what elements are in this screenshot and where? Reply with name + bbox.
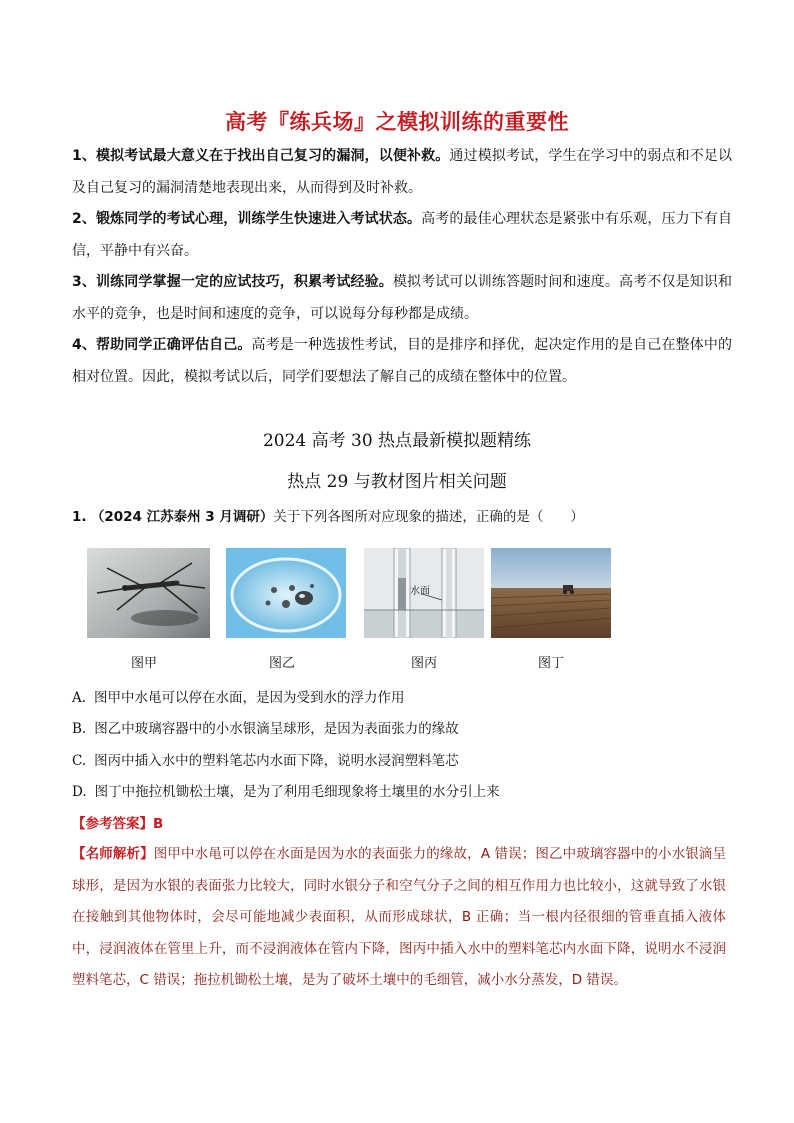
figure-mercury-dish (226, 548, 346, 638)
page-title: 高考『练兵场』之模拟训练的重要性 (225, 110, 569, 134)
option-letter: B. (72, 721, 87, 737)
question-stem (72, 505, 584, 525)
intro-item-bold: 4、帮助同学正确评估自己。 (72, 337, 252, 353)
figure-capillary-tube (364, 548, 484, 638)
intro-item-text: 通过模拟考试，学生在学习中的弱点和不足以及自己复习的漏洞清楚地表现出来，从而得到及时补救。 (72, 148, 733, 196)
option-letter: C. (72, 753, 87, 769)
figure-caption: 图丙 (410, 656, 437, 671)
question-number: 1. (72, 509, 87, 525)
intro-item-text: 高考是一种选拔性考试，目的是排序和择优，起决定作用的是自己在整体中的相对位置。因此，模拟考试以后，同学们要想法了解自己的成绩在整体中的位置。 (72, 337, 732, 385)
figure-caption: 图甲 (130, 656, 157, 671)
intro-item-2 (72, 204, 732, 267)
intro-item-bold: 1、模拟考试最大意义在于找出自己复习的漏洞，以便补救。 (72, 148, 450, 164)
intro-item-text: 模拟考试可以训练答题时间和速度。高考不仅是知识和水平的竞争，也是时间和速度的竞争，可以说每分每秒都是成绩。 (72, 274, 732, 322)
intro-item-bold: 3、训练同学掌握一定的应试技巧，积累考试经验。 (72, 274, 393, 290)
option-text: 图乙中玻璃容器中的小水银滴呈球形，是因为表面张力的缘故 (94, 721, 459, 737)
option-letter: D. (72, 784, 87, 800)
option-letter: A. (72, 690, 87, 706)
question-text: 关于下列各图所对应现象的描述，正确的是（ ） (273, 509, 584, 525)
option-d (72, 780, 500, 800)
intro-item-4 (72, 330, 732, 393)
intro-item-bold: 2、锻炼同学的考试心理，训练学生快速进入考试状态。 (72, 211, 422, 227)
analysis-text: 图甲中水黾可以停在水面是因为水的表面张力的缘故，A 错误；图乙中玻璃容器中的小水银滴呈球形，是因为水银的表面张力比较大，同时水银分子和空气分子之间的相互作用力也比较小，这就导致了水银在接触到其他物体时，会尽可能地减少表面积，从而形成球状，B 正确；当一根内径很细的管垂直插入液体中，浸润液体在管里上升，而不浸润液体在管内下降，图丙中插入水中的塑料笔芯内水面下降，说明水不浸润塑料笔芯，C 错误；拖拉机锄松土壤，是为了破坏土壤中的毛细管，减小水分蒸发，D 错误。 (72, 846, 726, 988)
reference-answer: 【参考答案】B (72, 816, 164, 832)
topic-heading: 热点 29 与教材图片相关问题 (287, 472, 507, 492)
section-heading: 2024 高考 30 热点最新模拟题精练 (262, 431, 532, 451)
figure-water-strider (87, 548, 210, 638)
intro-item-3 (72, 267, 732, 330)
figure-tractor-field (491, 548, 611, 638)
analysis-heading: 【名师解析】 (72, 846, 154, 862)
question-source: （2024 江苏泰州 3 月调研） (90, 509, 274, 525)
option-a (72, 686, 405, 706)
option-c (72, 749, 459, 769)
intro-section (72, 141, 732, 393)
option-text: 图丙中插入水中的塑料笔芯内水面下降，说明水浸润塑料笔芯 (94, 753, 459, 769)
water-surface-label: 水面 (410, 586, 430, 597)
analysis-section (72, 839, 726, 997)
figure-caption: 图乙 (268, 656, 295, 671)
option-text: 图丁中拖拉机锄松土壤，是为了利用毛细现象将土壤里的水分引上来 (94, 784, 500, 800)
figure-caption: 图丁 (537, 656, 564, 671)
option-text: 图甲中水黾可以停在水面，是因为受到水的浮力作用 (94, 690, 405, 706)
intro-item-1 (72, 141, 732, 204)
option-b (72, 717, 459, 737)
intro-item-text: 高考的最佳心理状态是紧张中有乐观，压力下有自信，平静中有兴奋。 (72, 211, 732, 259)
